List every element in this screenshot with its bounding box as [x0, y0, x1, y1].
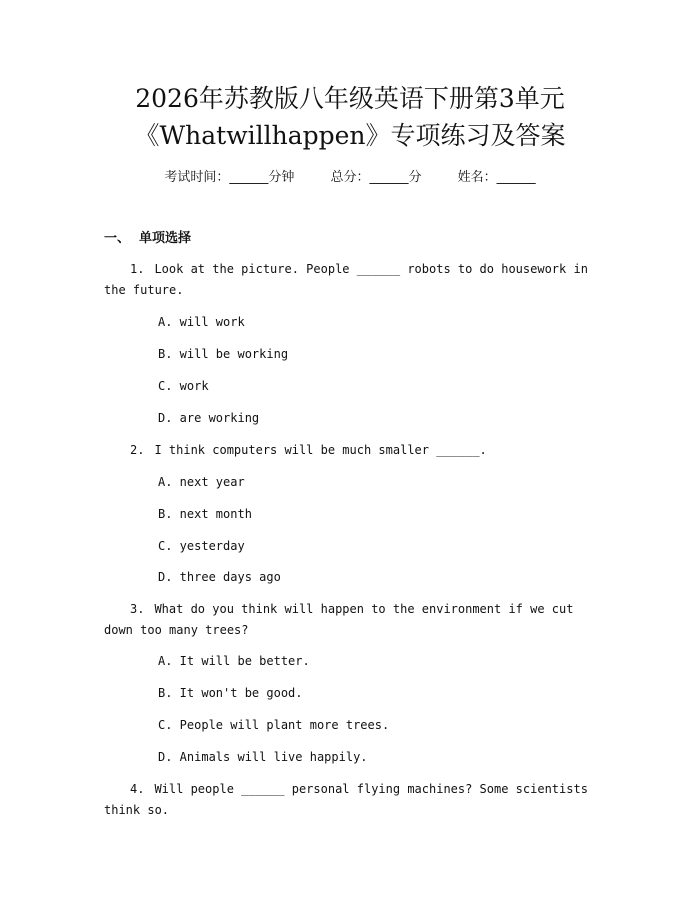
- question-2-option-a: A. next year: [158, 475, 245, 489]
- question-3: [104, 599, 601, 641]
- exam-time-field: 考试时间：______分钟: [164, 170, 295, 185]
- question-1-option-b: B. will be working: [158, 347, 289, 361]
- section-heading: 一、 单项选择: [104, 231, 192, 246]
- question-2-option-b: B. next month: [158, 507, 252, 521]
- question-number: 2.: [130, 443, 145, 457]
- question-3-option-d: D. Animals will live happily.: [158, 750, 368, 764]
- question-number: 4.: [130, 782, 145, 796]
- question-text: What do you think will happen to the environment if we cut down too many trees?: [104, 602, 574, 637]
- exam-score-field: 总分：______分: [330, 170, 422, 185]
- question-3-option-a: A. It will be better.: [158, 654, 310, 668]
- question-2: [104, 440, 601, 461]
- question-stem: [104, 779, 601, 821]
- question-number: 3.: [130, 602, 145, 616]
- question-1-option-c: C. work: [158, 379, 209, 393]
- document-title-line1: 2026年苏教版八年级英语下册第3单元: [135, 84, 565, 113]
- question-3-option-c: C. People will plant more trees.: [158, 718, 390, 732]
- question-number: 1.: [130, 262, 145, 276]
- document-title-line2: 《Whatwillhappen》专项练习及答案: [134, 121, 566, 150]
- question-text: Will people ______ personal flying machines? Some scientists think so.: [104, 782, 588, 817]
- question-stem: [104, 599, 601, 641]
- question-2-option-c: C. yesterday: [158, 539, 245, 553]
- question-stem: [104, 440, 601, 461]
- exam-name-field: 姓名：______: [457, 170, 536, 185]
- question-1-option-d: D. are working: [158, 411, 260, 425]
- question-text: Look at the picture. People ______ robots to do housework in the future.: [104, 262, 588, 297]
- question-3-option-b: B. It won't be good.: [158, 686, 303, 700]
- question-1: [104, 259, 601, 301]
- exam-info: [0, 168, 700, 188]
- question-4: [104, 779, 601, 821]
- question-text: I think computers will be much smaller ______.: [154, 443, 487, 457]
- question-stem: [104, 259, 601, 301]
- question-2-option-d: D. three days ago: [158, 570, 281, 584]
- question-1-option-a: A. will work: [158, 315, 245, 329]
